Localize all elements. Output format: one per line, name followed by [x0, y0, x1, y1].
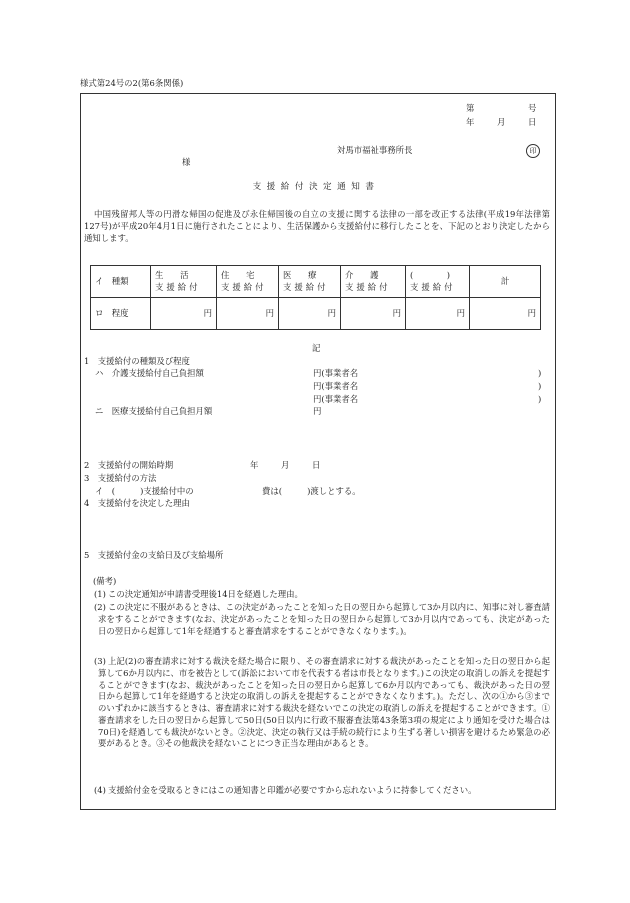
date-month: 月 — [497, 117, 506, 127]
amount-total: 円 — [470, 298, 541, 330]
seal-mark: 印 — [526, 144, 540, 158]
date-year: 年 — [466, 117, 475, 127]
item3-method-middle: 費は( )渡しとする。 — [262, 486, 361, 496]
column-livelihood: 生 活 支援給付 — [151, 266, 217, 298]
item5-heading: 5 支援給付金の支給日及び支給場所 — [84, 550, 224, 560]
note-3: (3) 上記(2)の審査請求に対する裁決を経た場合に限り、その審査請求に対する裁決があったことを知った日の翌日から起算して6か月以内に、市を被告として(訴訟において市を代表する者は市長となります。)この決定の取消しの訴えを提起することができます(なお、裁決があったことを知った日の翌日から起算して6か月以内であっても、裁決があった日の翌日から起算して1年を経過すると決定の取消しの訴えを提起することができなくなります。)。ただし、次の①から③までのいずれかに該当するときは、審査請求に対する裁決を経ないでこの決定の取消しの訴えを提起することができます。①審査請求をした日の翌日から起算して50日(50日以内に行政不服審査法第43条第3項の規定により通知を受けた場合は70日)を経過しても裁決がないとき。②決定、決定の執行又は手続の続行により生ずる著しい損害を避けるため緊急の必要があるとき。③その他裁決を経ないことにつき正当な理由があるとき。 — [94, 656, 550, 749]
item1-ha-label: ハ 介護支援給付自己負担額 — [95, 368, 204, 378]
item1-ha-paren-1: ) — [538, 368, 542, 378]
column-total: 計 — [470, 266, 541, 298]
item1-ha-line-2: 円(事業者名 — [313, 381, 359, 391]
amount-nursing: 円 — [341, 298, 406, 330]
amount-medical: 円 — [279, 298, 341, 330]
item3-method-prefix: イ ( )支援給付中の — [95, 486, 194, 496]
document-title: 支援給付決定通知書 — [252, 182, 380, 192]
item2-day: 日 — [312, 460, 321, 470]
notes-heading: (備考) — [93, 576, 117, 586]
form-number: 様式第24号の2(第6条関係) — [80, 78, 184, 88]
support-type-table — [90, 265, 541, 330]
column-housing: 住 宅 支援給付 — [217, 266, 279, 298]
item1-ni-amount: 円 — [313, 406, 322, 416]
column-medical: 医 療 支援給付 — [279, 266, 341, 298]
note-4: (4) 支援給付金を受取るときにはこの通知書と印鑑が必要ですから忘れないように持参してください。 — [94, 785, 477, 795]
item2-month: 月 — [281, 460, 290, 470]
item3-heading: 3 支援給付の方法 — [84, 473, 157, 483]
item1-ha-paren-2: ) — [538, 381, 542, 391]
note-2: (2) この決定に不服があるときは、この決定があったことを知った日の翌日から起算して3か月以内に、知事に対し審査請求をすることができます(なお、決定があったことを知った日の翌日から起算して3か月以内であっても、決定があった日の翌日から起算して1年を経過すると審査請求をすることができなくなります。)。 — [94, 602, 550, 636]
intro-paragraph: 中国残留邦人等の円滑な帰国の促進及び永住帰国後の自立の支援に関する法律の一部を改正する法律(平成19年法律第127号)が平成20年4月1日に施行されたことにより、生活保護から支援給付に移行したことを、下記のとおり決定したから通知します。 — [84, 209, 550, 243]
amount-livelihood: 円 — [151, 298, 217, 330]
item1-ha-paren-3: ) — [538, 394, 542, 404]
recipient-sama: 様 — [182, 157, 191, 167]
date-day: 日 — [528, 117, 537, 127]
ki-heading: 記 — [312, 343, 321, 353]
item2-year: 年 — [250, 460, 259, 470]
item1-ha-line-3: 円(事業者名 — [313, 394, 359, 404]
item2-heading: 2 支援給付の開始時期 — [84, 460, 174, 470]
item1-ni-label: ニ 医療支援給付自己負担月額 — [95, 406, 213, 416]
row-label-degree: ロ 程度 — [91, 298, 151, 330]
column-nursing: 介 護 支援給付 — [341, 266, 406, 298]
item4-heading: 4 支援給付を決定した理由 — [84, 498, 190, 508]
document-number-go: 号 — [528, 103, 537, 113]
amount-other: 円 — [406, 298, 470, 330]
document-number-dai: 第 — [466, 103, 475, 113]
issuer-name: 対馬市福祉事務所長 — [337, 145, 413, 155]
note-1: (1) この決定通知が申請書受理後14日を経過した理由。 — [94, 589, 303, 599]
column-other: ( ) 支援給付 — [406, 266, 470, 298]
item1-heading: 1 支援給付の種類及び程度 — [84, 356, 190, 366]
row-label-type: イ 種類 — [91, 266, 151, 298]
item1-ha-line-1: 円(事業者名 — [313, 368, 359, 378]
amount-housing: 円 — [217, 298, 279, 330]
